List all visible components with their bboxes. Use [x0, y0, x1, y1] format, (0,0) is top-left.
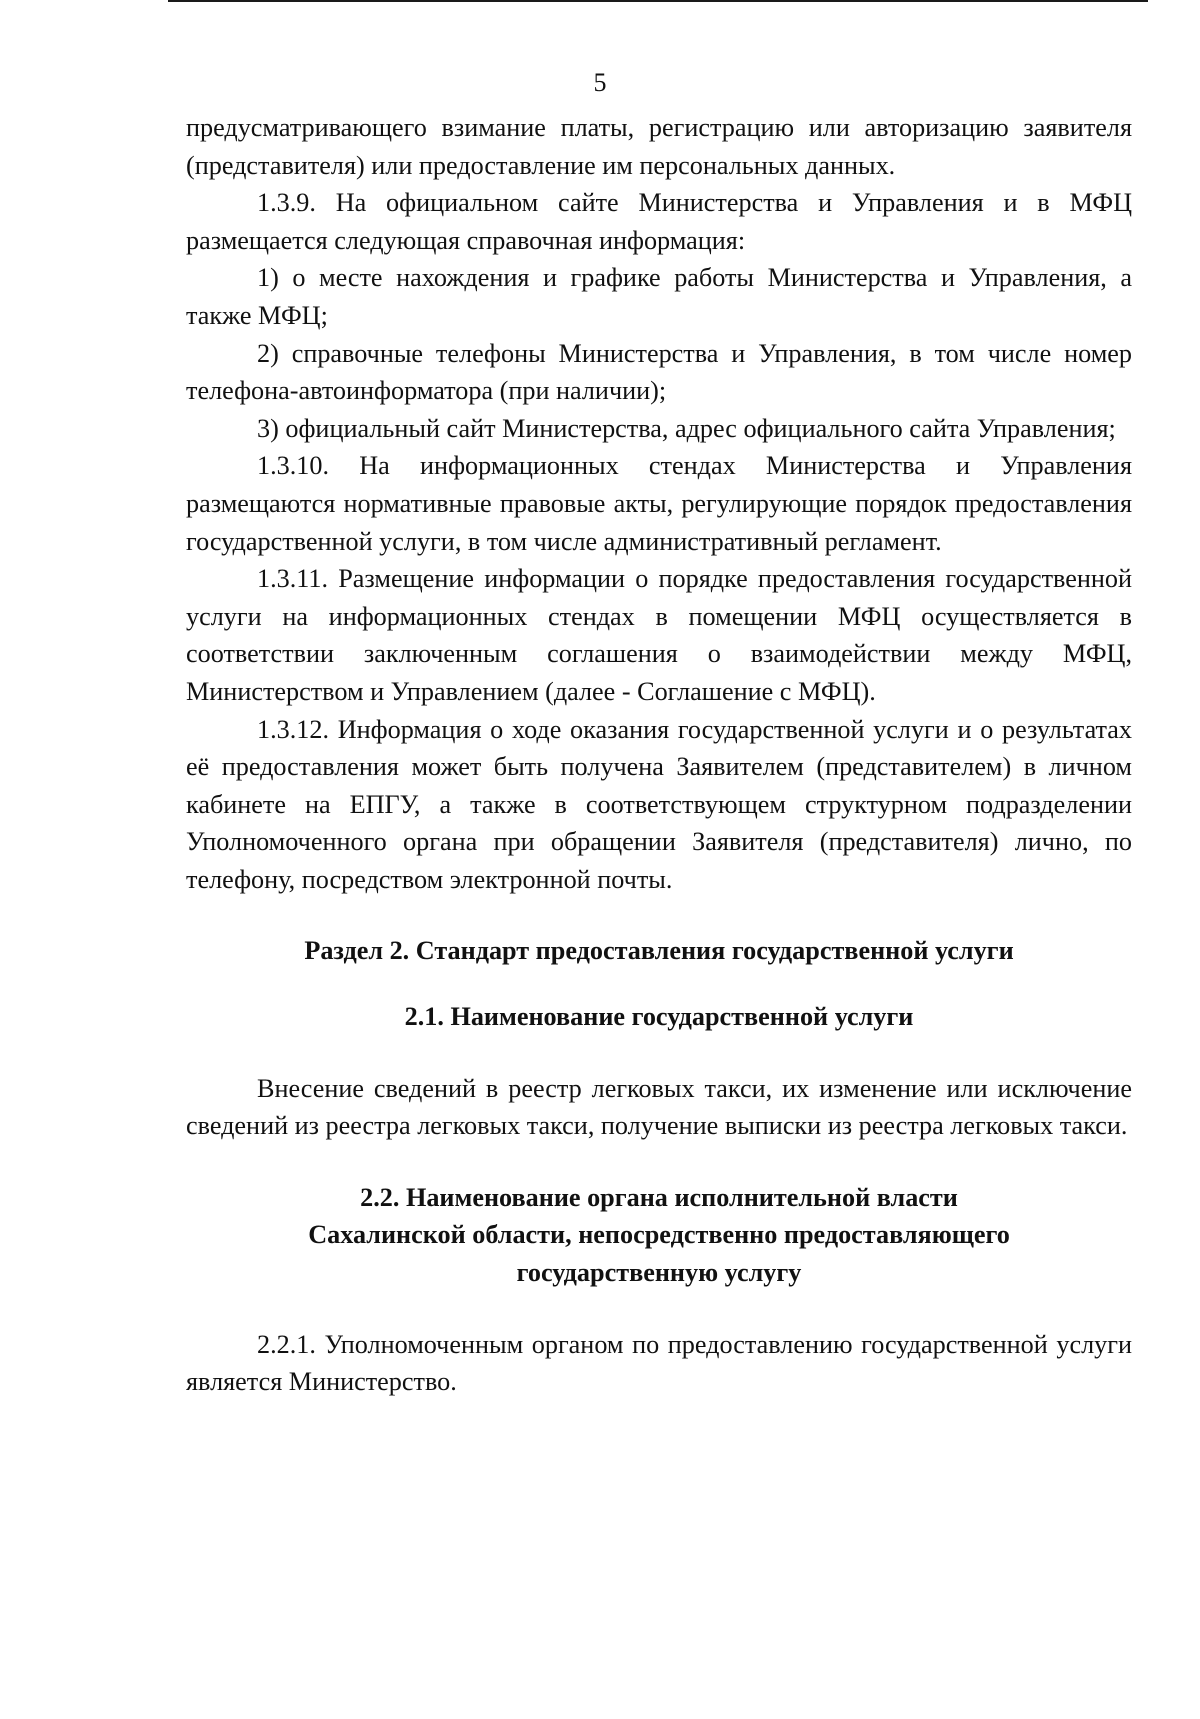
paragraph-1-3-12: 1.3.12. Информация о ходе оказания государственной услуги и о результатах её предоставления может быть получена Заявителем (представителем) в личном кабинете на ЕПГУ, а также в соответствующем структурном подразделении Уполномоченного органа при обращении Заявителя (представителя) лично, по телефону, посредством электронной почты. [186, 714, 1132, 894]
page-number: 5 [593, 68, 607, 97]
paragraph-continuation: предусматривающего взимание платы, регистрацию или авторизацию заявителя (представителя) или предоставление им персональных данных. [186, 113, 1132, 180]
paragraph-1-3-9: 1.3.9. На официальном сайте Министерства и Управления и в МФЦ размещается следующая справочная информация: [186, 188, 1132, 255]
top-border-line [168, 0, 1148, 2]
paragraph-1-3-11: 1.3.11. Размещение информации о порядке предоставления государственной услуги на информационных стендах в помещении МФЦ осуществляется в соответствии заключенным соглашения о взаимодействии между МФЦ, Министерством и Управлением (далее - Соглашение с МФЦ). [186, 564, 1132, 706]
subsection-2-2-heading-line-3: государственную услугу [516, 1258, 802, 1288]
list-item-3: 3) официальный сайт Министерства, адрес официального сайта Управления; [257, 413, 1116, 443]
subsection-2-1-text: Внесение сведений в реестр легковых такси, их изменение или исключение сведений из реестра легковых такси, получение выписки из реестра легковых такси. [186, 1073, 1132, 1141]
paragraph-2-2-1: 2.2.1. Уполномоченным органом по предоставлению государственной услуги является Министерство. [186, 1329, 1132, 1397]
subsection-2-2-heading-line-2: Сахалинской области, непосредственно предоставляющего [308, 1220, 1010, 1250]
paragraph-1-3-10: 1.3.10. На информационных стендах Министерства и Управления размещаются нормативные правовые акты, регулирующие порядок предоставления государственной услуги, в том числе административный регламент. [186, 451, 1132, 556]
document-body [186, 109, 1132, 1401]
list-item-2: 2) справочные телефоны Министерства и Управления, в том числе номер телефона-автоинформатора (при наличии); [186, 338, 1132, 406]
section-2-heading: Раздел 2. Стандарт предоставления государственной услуги [304, 936, 1014, 966]
subsection-2-2-heading-line-1: 2.2. Наименование органа исполнительной власти [360, 1182, 958, 1212]
subsection-2-2-heading [186, 1179, 1132, 1292]
subsection-2-1-heading: 2.1. Наименование государственной услуги [404, 1002, 914, 1032]
list-item-1: 1) о месте нахождения и графике работы Министерства и Управления, а также МФЦ; [186, 263, 1132, 330]
